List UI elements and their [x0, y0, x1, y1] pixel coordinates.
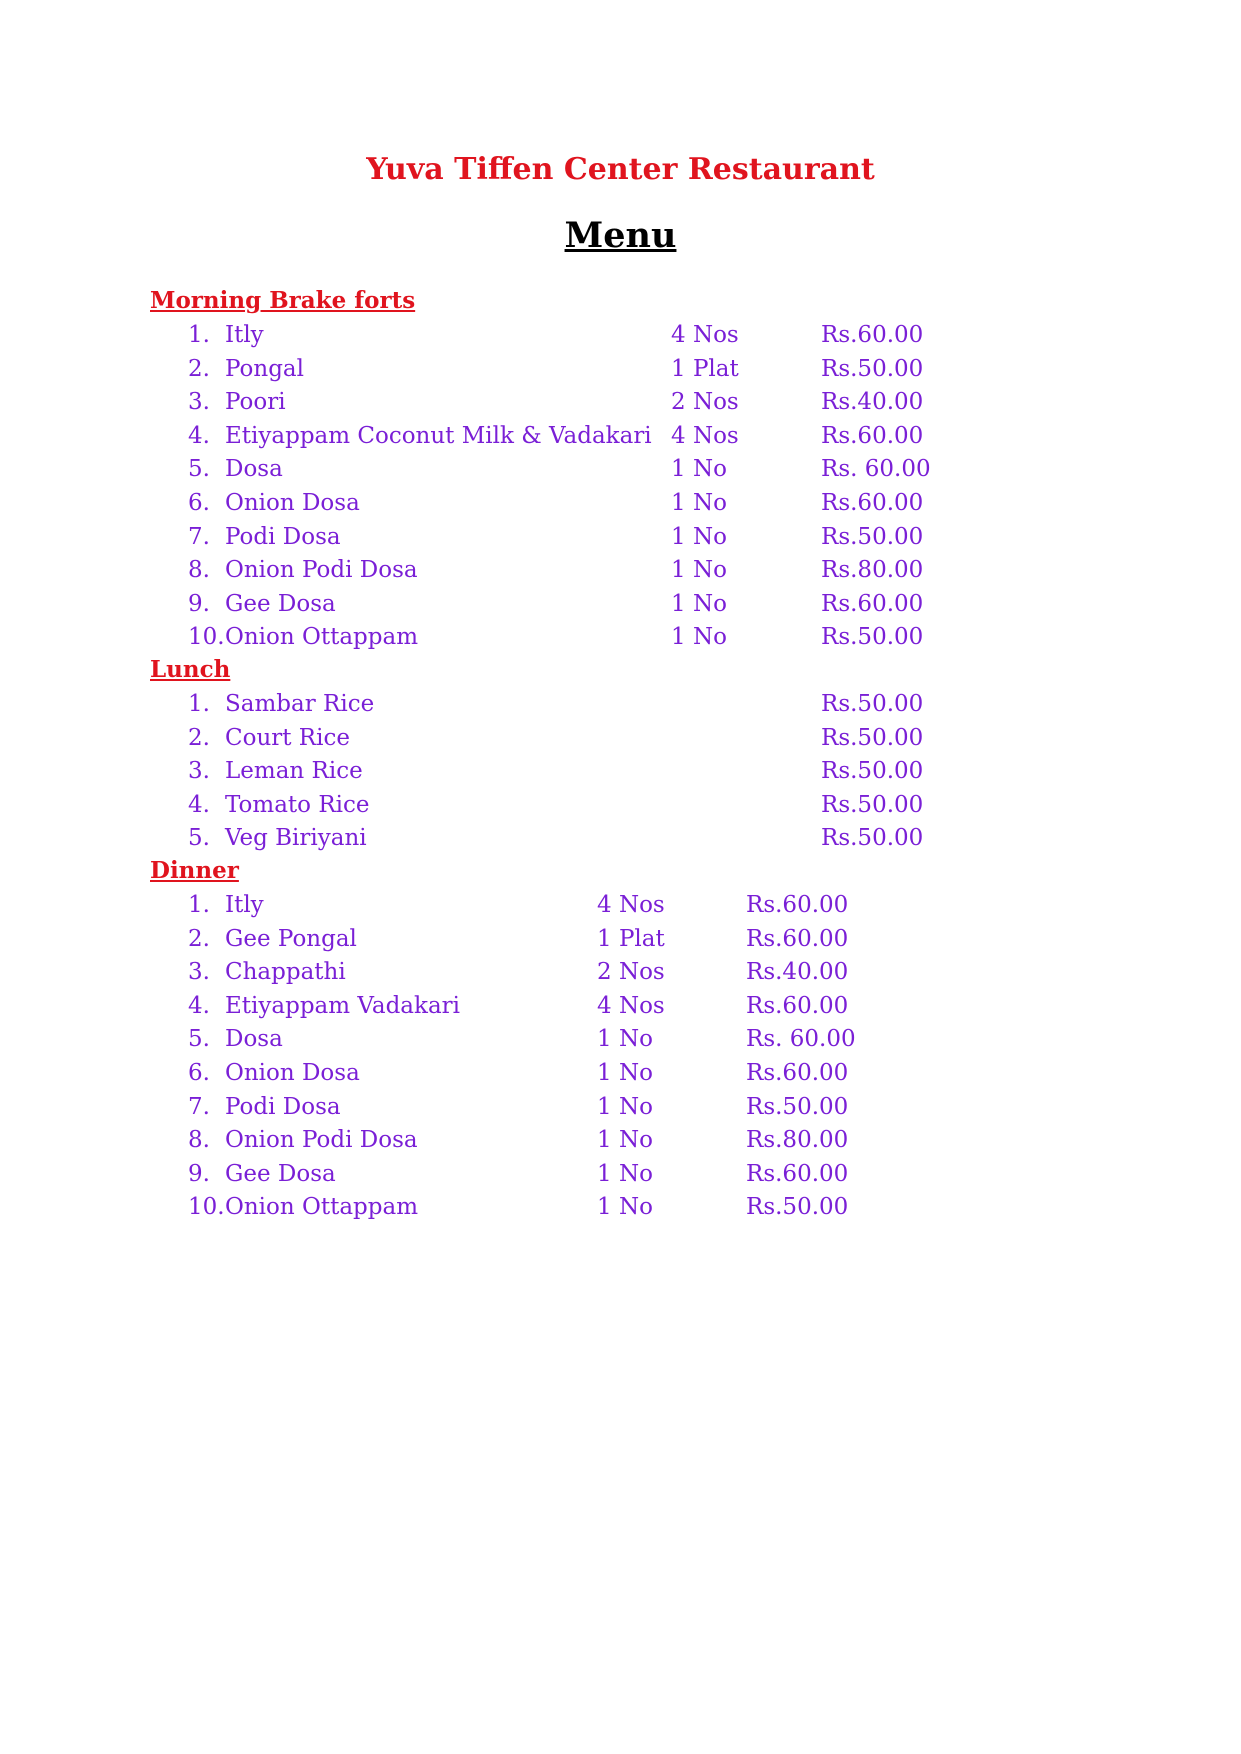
- menu-item-price: Rs. 60.00: [746, 1026, 856, 1053]
- menu-item-quantity: 4 Nos: [671, 322, 739, 348]
- menu-item-price: Rs.50.00: [821, 724, 924, 751]
- menu-item-number: 2.: [188, 355, 210, 382]
- menu-item-quantity: 2 Nos: [671, 389, 739, 416]
- menu-item-number: 5.: [188, 1026, 210, 1053]
- menu-item-number: 8.: [188, 1127, 210, 1154]
- menu-item-price: Rs.50.00: [821, 791, 924, 818]
- menu-item-price: Rs.50.00: [746, 1194, 849, 1221]
- menu-item: [0, 452, 1241, 486]
- menu-item-quantity: 1 No: [597, 1060, 653, 1086]
- menu-item: [0, 352, 1241, 386]
- menu-item: [0, 587, 1241, 621]
- menu-item-number: 6.: [188, 1060, 210, 1086]
- menu-item-number: 7.: [188, 1093, 210, 1120]
- menu-item-name: Onion Ottappam: [225, 1194, 419, 1221]
- menu-item-number: 9.: [188, 590, 210, 617]
- menu-item-name: Podi Dosa: [225, 523, 341, 550]
- menu-item-price: Rs.60.00: [746, 992, 849, 1019]
- menu-item-name: Gee Pongal: [225, 925, 357, 952]
- menu-item-price: Rs. 60.00: [821, 456, 931, 483]
- menu-item-quantity: 1 Plat: [597, 925, 665, 952]
- menu-item-price: Rs.60.00: [821, 322, 924, 348]
- section-title-dinner: Dinner: [150, 857, 239, 884]
- menu-item: [0, 385, 1241, 419]
- menu-item-price: Rs.80.00: [821, 557, 924, 584]
- menu-item-number: 10.: [188, 624, 225, 651]
- menu-item-name: Podi Dosa: [225, 1093, 341, 1120]
- menu-item-number: 4.: [188, 422, 210, 449]
- menu-item-number: 5.: [188, 456, 210, 483]
- menu-item-number: 7.: [188, 523, 210, 550]
- menu-item-name: Dosa: [225, 456, 283, 483]
- menu-item-price: Rs.60.00: [746, 1060, 849, 1086]
- menu-item-number: 1.: [188, 892, 210, 918]
- menu-item: [0, 989, 1241, 1023]
- menu-item: [0, 922, 1241, 956]
- menu-item: [0, 1190, 1241, 1224]
- menu-item-name: Onion Ottappam: [225, 624, 419, 651]
- menu-item-name: Onion Dosa: [225, 1060, 360, 1086]
- menu-item-name: Onion Podi Dosa: [225, 1127, 418, 1154]
- menu-item-number: 4.: [188, 791, 210, 818]
- menu-item: [0, 821, 1241, 855]
- section-title-morning: Morning Brake forts: [150, 287, 416, 314]
- menu-item: [0, 955, 1241, 989]
- menu-item: [0, 687, 1241, 721]
- menu-item-name: Gee Dosa: [225, 590, 336, 617]
- menu-item: [0, 620, 1241, 654]
- menu-item-number: 1.: [188, 322, 210, 348]
- menu-item-number: 3.: [188, 758, 210, 785]
- menu-item-quantity: 1 No: [671, 456, 727, 483]
- menu-item-number: 4.: [188, 992, 210, 1019]
- menu-item-name: Poori: [225, 389, 286, 416]
- menu-item-price: Rs.50.00: [821, 355, 924, 382]
- menu-item-price: Rs.40.00: [821, 389, 924, 416]
- menu-item: [0, 754, 1241, 788]
- menu-item-quantity: 4 Nos: [597, 992, 665, 1019]
- menu-item-price: Rs.60.00: [746, 892, 849, 918]
- menu-item-quantity: 1 No: [597, 1194, 653, 1221]
- menu-item-quantity: 4 Nos: [671, 422, 739, 449]
- menu-item-name: Itly: [225, 892, 264, 918]
- menu-item-price: Rs.50.00: [746, 1093, 849, 1120]
- menu-item: [0, 1022, 1241, 1056]
- menu-item-quantity: 1 No: [671, 624, 727, 651]
- menu-item: [0, 318, 1241, 352]
- menu-item-name: Chappathi: [225, 959, 346, 986]
- menu-item-number: 5.: [188, 825, 210, 852]
- menu-item: [0, 888, 1241, 922]
- menu-item-number: 10.: [188, 1194, 225, 1221]
- menu-item: [0, 1090, 1241, 1124]
- menu-item-name: Itly: [225, 322, 264, 348]
- menu-item: [0, 1157, 1241, 1191]
- menu-item-name: Onion Dosa: [225, 490, 360, 516]
- menu-item-number: 3.: [188, 959, 210, 986]
- menu-item-price: Rs.50.00: [821, 691, 924, 717]
- menu-item-quantity: 4 Nos: [597, 892, 665, 918]
- menu-item-number: 8.: [188, 557, 210, 584]
- menu-item-name: Leman Rice: [225, 758, 363, 785]
- menu-item-name: Sambar Rice: [225, 691, 375, 717]
- menu-item-name: Veg Biriyani: [225, 825, 367, 852]
- menu-item-number: 1.: [188, 691, 210, 717]
- menu-item: [0, 721, 1241, 755]
- menu-item-price: Rs.80.00: [746, 1127, 849, 1154]
- menu-heading: Menu: [564, 215, 677, 256]
- menu-item-name: Gee Dosa: [225, 1160, 336, 1187]
- menu-item-name: Onion Podi Dosa: [225, 557, 418, 584]
- menu-item-name: Pongal: [225, 355, 304, 382]
- menu-item-quantity: 2 Nos: [597, 959, 665, 986]
- menu-item-price: Rs.50.00: [821, 523, 924, 550]
- menu-item-price: Rs.60.00: [821, 422, 924, 449]
- menu-item-price: Rs.60.00: [821, 490, 924, 516]
- menu-item-quantity: 1 No: [671, 490, 727, 516]
- restaurant-title: Yuva Tiffen Center Restaurant: [366, 152, 875, 187]
- menu-item-quantity: 1 No: [671, 557, 727, 584]
- menu-item-price: Rs.50.00: [821, 825, 924, 852]
- menu-item-name: Court Rice: [225, 724, 350, 751]
- menu-item-quantity: 1 No: [671, 590, 727, 617]
- menu-item-price: Rs.60.00: [746, 925, 849, 952]
- menu-item-quantity: 1 No: [671, 523, 727, 550]
- menu-item-name: Etiyappam Coconut Milk & Vadakari: [225, 422, 652, 449]
- section-title-lunch: Lunch: [150, 656, 231, 683]
- menu-item-quantity: 1 Plat: [671, 355, 739, 382]
- menu-item-number: 6.: [188, 490, 210, 516]
- menu-item-price: Rs.50.00: [821, 624, 924, 651]
- menu-item-price: Rs.40.00: [746, 959, 849, 986]
- menu-item-number: 9.: [188, 1160, 210, 1187]
- menu-item: [0, 486, 1241, 520]
- menu-item-number: 3.: [188, 389, 210, 416]
- menu-item: [0, 1123, 1241, 1157]
- menu-item: [0, 1056, 1241, 1090]
- menu-item-name: Tomato Rice: [225, 791, 370, 818]
- menu-item-name: Etiyappam Vadakari: [225, 992, 461, 1019]
- menu-item: [0, 553, 1241, 587]
- menu-item-price: Rs.60.00: [821, 590, 924, 617]
- menu-item-number: 2.: [188, 724, 210, 751]
- menu-item-price: Rs.50.00: [821, 758, 924, 785]
- menu-item-name: Dosa: [225, 1026, 283, 1053]
- menu-item-quantity: 1 No: [597, 1127, 653, 1154]
- menu-item-quantity: 1 No: [597, 1026, 653, 1053]
- menu-item-quantity: 1 No: [597, 1093, 653, 1120]
- menu-item: [0, 419, 1241, 453]
- menu-item: [0, 788, 1241, 822]
- menu-item-quantity: 1 No: [597, 1160, 653, 1187]
- menu-item-price: Rs.60.00: [746, 1160, 849, 1187]
- menu-item-number: 2.: [188, 925, 210, 952]
- menu-item: [0, 520, 1241, 554]
